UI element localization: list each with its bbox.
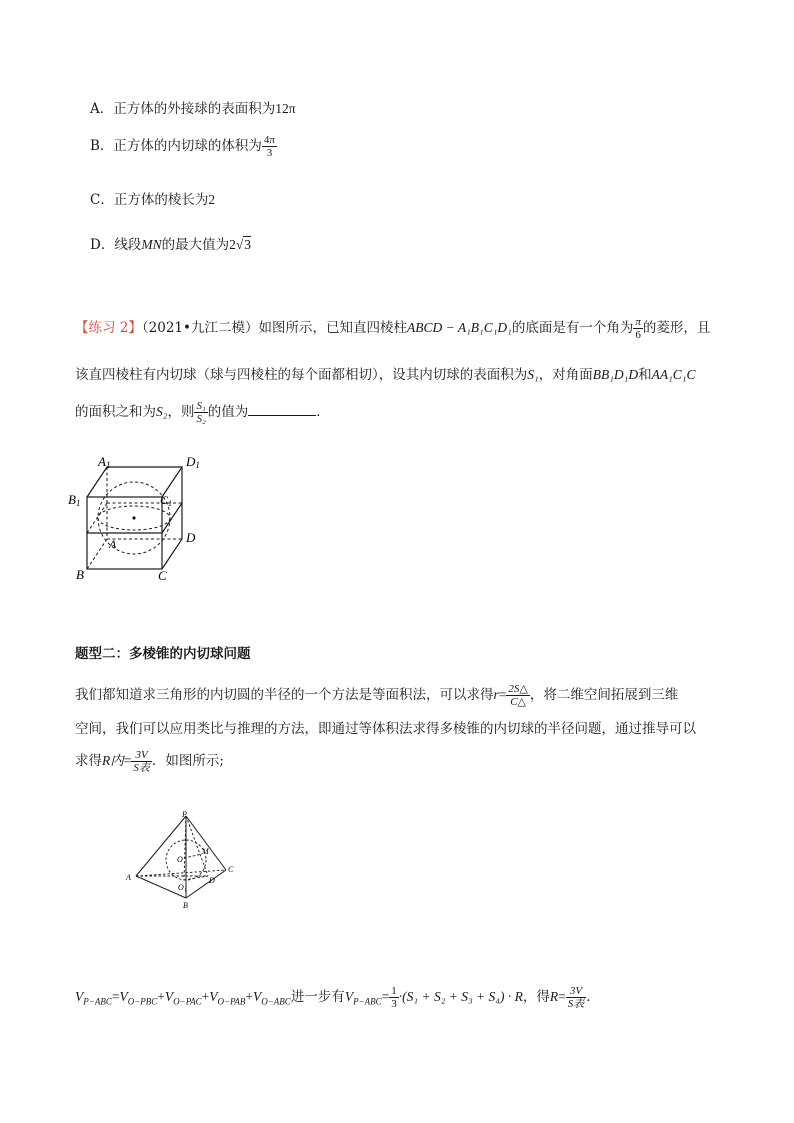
option-a-value: 12π xyxy=(275,101,296,116)
label-d: D xyxy=(186,530,196,545)
angle-num: π xyxy=(635,316,641,328)
exercise-line-3 xyxy=(75,400,330,425)
option-c xyxy=(90,188,215,208)
angle-fraction xyxy=(633,316,643,341)
exercise-line-2 xyxy=(75,363,695,383)
prism-figure xyxy=(62,452,222,587)
exercise-line-1 xyxy=(75,316,710,341)
R-fraction xyxy=(131,749,152,774)
ratio-num: S₁ xyxy=(196,400,206,412)
section-p1: 我们都知道求三角形的内切圆的半径的一个方法是等面积法，可以求得 xyxy=(75,687,494,703)
pyramid-label-o1: O₁ xyxy=(178,883,187,892)
exercise-s1: S₁ xyxy=(527,367,539,382)
option-d xyxy=(90,233,251,253)
pyramid-label-b: B xyxy=(183,901,188,910)
section-para-line-2: 空间，我们可以应用类比与推理的方法，即通过等体积法求得多棱锥的内切球的半径问题，通过推导可以 xyxy=(75,721,696,737)
option-b-prefix: B． xyxy=(90,138,114,154)
formula-eq: = xyxy=(111,989,120,1004)
exercise-source: （2021•九江二模）如图所示，已知直四棱柱 xyxy=(141,320,407,336)
exercise-text5: 的值为 xyxy=(207,404,249,420)
r-num: 2S△ xyxy=(508,683,528,695)
formula-end: ． xyxy=(586,989,600,1005)
formula-eq-2: = xyxy=(381,989,390,1004)
option-c-value: 2 xyxy=(208,192,216,207)
option-c-prefix: C． xyxy=(90,192,114,208)
option-b-num: 4π xyxy=(263,134,275,146)
formula-eq-3: = xyxy=(558,989,566,1004)
option-a-text: 正方体的外接球的表面积为 xyxy=(113,101,276,117)
exercise-text1: 的底面是有一个角为 xyxy=(511,320,634,336)
section-para-line-1 xyxy=(75,683,678,708)
section-para-line-3 xyxy=(75,749,224,774)
section-r: r xyxy=(493,687,499,702)
formula-paren: ·(S₁ + S₂ + S₃ + S₄) · R xyxy=(398,989,523,1004)
section-p3b: ．如图所示; xyxy=(151,753,224,769)
exercise-prism: ABCD − A₁B₁C₁D₁ xyxy=(406,320,512,335)
r-den: C△ xyxy=(510,696,527,708)
formula-plus-1: + xyxy=(157,989,165,1004)
option-d-text: 线段 xyxy=(114,237,142,253)
option-a xyxy=(90,97,296,117)
label-c: C xyxy=(158,568,167,583)
option-b-den: 3 xyxy=(266,147,273,159)
pyramid-label-c: C xyxy=(228,865,234,874)
exercise-line2-text: 该直四棱柱有内切球（球与四棱柱的每个面都相切），设其内切球的表面积为 xyxy=(75,367,528,383)
exercise-s2: S₂ xyxy=(156,404,168,419)
exercise-text3: ，对角面 xyxy=(538,367,593,383)
R-den: S表 xyxy=(133,762,150,774)
formula-lhs: $V_{P-ABC}$ xyxy=(75,989,112,1007)
label-c1: C1 xyxy=(160,493,173,508)
formula-get: ，得 xyxy=(522,989,550,1005)
formula-plus-2: + xyxy=(201,989,210,1004)
section-R-eq: = xyxy=(123,753,132,768)
option-d-var: MN xyxy=(141,237,162,252)
pyramid-label-m: M xyxy=(202,847,209,856)
option-a-prefix: A． xyxy=(90,101,114,117)
option-c-text: 正方体的棱长为 xyxy=(113,192,209,208)
pyramid-label-a: A xyxy=(126,873,131,882)
ratio-fraction xyxy=(194,400,207,425)
formula-plus-3: + xyxy=(245,989,253,1004)
exercise-and: 和 xyxy=(638,367,652,383)
exercise-text4: ，则 xyxy=(167,404,195,420)
formula-t3: $V_{O-PAB}$ xyxy=(209,989,246,1007)
angle-den: 6 xyxy=(635,329,641,341)
label-b1: B1 xyxy=(68,492,81,508)
formula-t2: $V_{O-PAC}$ xyxy=(164,989,202,1007)
third-num: 1 xyxy=(391,985,397,997)
option-b-fraction xyxy=(262,134,277,159)
third-den: 3 xyxy=(391,998,397,1010)
exercise-end: ． xyxy=(316,404,330,420)
edge-bc xyxy=(186,870,226,898)
formula-v2: $V_{P-ABC}$ xyxy=(344,989,382,1007)
exercise-face2: AA₁C₁C xyxy=(651,367,696,382)
option-d-text2: 的最大值为 xyxy=(161,237,230,253)
exercise-face1: BB₁D₁D xyxy=(592,367,639,382)
final-R-fraction xyxy=(566,985,587,1010)
ratio-den: S₂ xyxy=(196,413,206,425)
section-R: R内 xyxy=(102,753,124,768)
exercise-tag: 【练习 2】 xyxy=(75,320,142,336)
sqrt-symbol: √ xyxy=(235,237,244,252)
pyramid-label-d: D xyxy=(209,876,215,885)
section-p1b: ，将二维空间拓展到三维 xyxy=(529,687,679,703)
r-fraction xyxy=(506,683,529,708)
option-d-prefix: D． xyxy=(90,237,115,253)
formula-line xyxy=(75,985,600,1010)
option-b xyxy=(90,134,277,159)
label-b: B xyxy=(76,567,84,582)
final-R-num: 3V xyxy=(566,985,587,998)
option-b-text: 正方体的内切球的体积为 xyxy=(113,138,262,154)
section-p3: 求得 xyxy=(75,753,102,769)
option-d-rad: 3 xyxy=(244,237,251,252)
section-title: 题型二：多棱锥的内切球问题 xyxy=(75,646,251,662)
final-R-den: S表 xyxy=(567,998,585,1010)
pyramid-figure xyxy=(122,810,242,910)
edge-pa xyxy=(136,816,186,876)
label-a: A xyxy=(109,537,117,551)
third-fraction xyxy=(389,985,399,1010)
pyramid-label-o: O xyxy=(177,855,183,864)
answer-blank[interactable] xyxy=(248,403,316,416)
formula-mid: 进一步有 xyxy=(290,989,345,1005)
formula-t4: $V_{O-ABC}$ xyxy=(252,989,291,1007)
pyramid-label-p: P xyxy=(182,810,187,819)
formula-t1: $V_{O-PBC}$ xyxy=(119,989,158,1007)
R-num: 3V xyxy=(131,749,152,762)
section-r-eq: = xyxy=(498,687,507,702)
exercise-text2: 的菱形，且 xyxy=(642,320,711,336)
label-a1: A1 xyxy=(98,454,111,470)
exercise-line3-text: 的面积之和为 xyxy=(75,404,156,420)
formula-R: R xyxy=(549,989,559,1004)
label-d1: D1 xyxy=(186,454,200,470)
option-d-coef: 2 xyxy=(229,237,236,252)
